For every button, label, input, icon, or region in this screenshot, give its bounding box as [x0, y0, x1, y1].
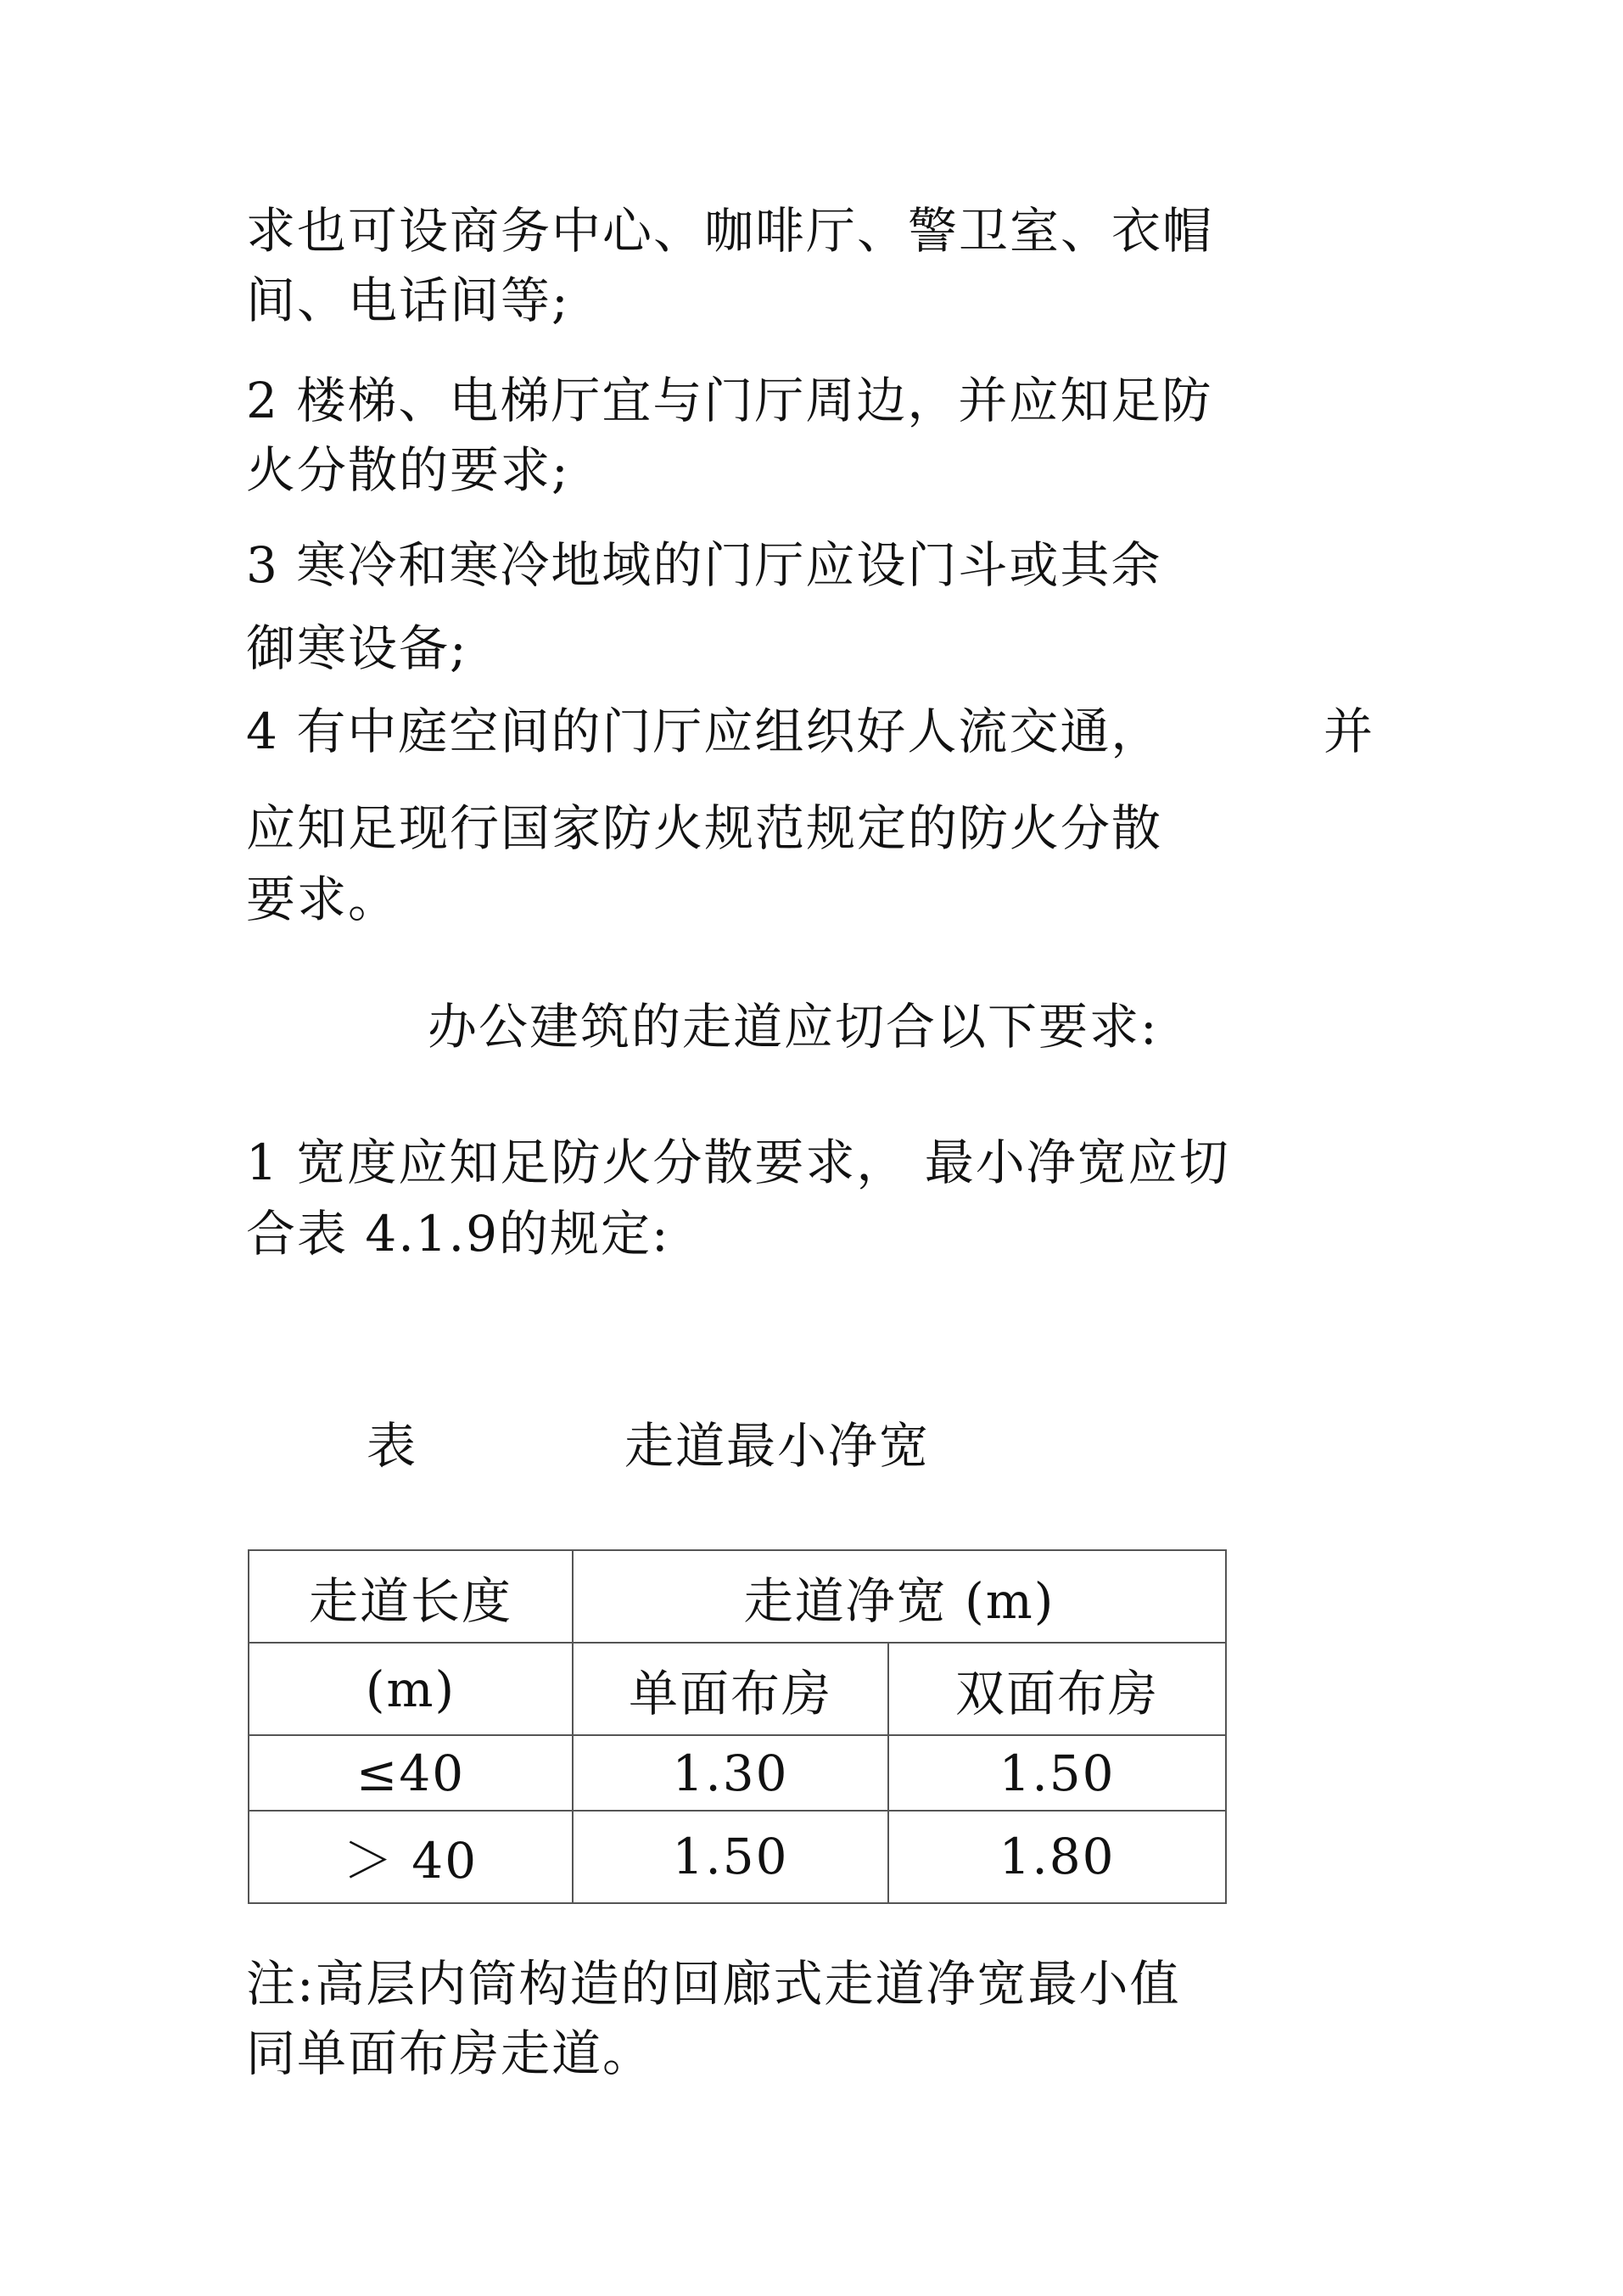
paragraph-line-5: 3 寒冷和寒冷地域的门厅应设门斗或其余: [246, 536, 1162, 594]
paragraph-line-2: 间、电话间等;: [246, 272, 570, 329]
table-cell: 1.50: [573, 1811, 888, 1903]
paragraph-line-1: 求也可设商务中心、咖啡厅、警卫室、衣帽: [246, 202, 1214, 260]
table-subheader-row: [249, 1643, 1226, 1735]
header-corridor-width: 走道净宽 (m): [573, 1550, 1226, 1643]
table-cell: ≤40: [249, 1735, 573, 1811]
paragraph-line-11: 合表 4.1.9的规定:: [246, 1205, 670, 1263]
note-line-2: 同单面布房走道。: [246, 2024, 654, 2082]
paragraph-line-7: 4 有中庭空间的门厅应组织好人流交通，: [246, 703, 1162, 760]
table-cell: ＞ 40: [249, 1811, 573, 1903]
table-caption-label: 表: [367, 1417, 418, 1475]
table-cell: 1.30: [573, 1735, 888, 1811]
header-corridor-length: 走道长度: [249, 1550, 573, 1643]
note-line-1: 注:高层内筒构造的回廊式走道净宽最小值: [246, 1955, 1181, 2013]
table-row: [249, 1735, 1226, 1811]
header-unit: (m): [249, 1643, 573, 1735]
paragraph-line-3: 2 楼梯、电梯厅宜与门厅周边，并应知足防: [246, 372, 1213, 429]
header-double-side: 双面布房: [888, 1643, 1226, 1735]
paragraph-line-9: 要求。: [246, 871, 400, 928]
table-cell: 1.80: [888, 1811, 1226, 1903]
table-cell: 1.50: [888, 1735, 1226, 1811]
table-row: [249, 1811, 1226, 1903]
paragraph-line-8: 应知足现行国家防火规范规定的防火分散: [246, 799, 1163, 857]
table-header-row: [249, 1550, 1226, 1643]
table-caption-title: 走道最小净宽: [624, 1417, 931, 1475]
paragraph-line-10: 1 宽度应知足防火分散要求， 最小净宽应切: [246, 1134, 1230, 1191]
corridor-width-table: [248, 1549, 1225, 1904]
paragraph-line-4: 火分散的要求;: [246, 441, 570, 499]
section-heading: 办公建筑的走道应切合以下要求:: [428, 998, 1159, 1056]
paragraph-line-6: 御寒设备;: [246, 619, 468, 677]
paragraph-line-7-tail: 并: [1324, 703, 1375, 760]
header-single-side: 单面布房: [573, 1643, 888, 1735]
